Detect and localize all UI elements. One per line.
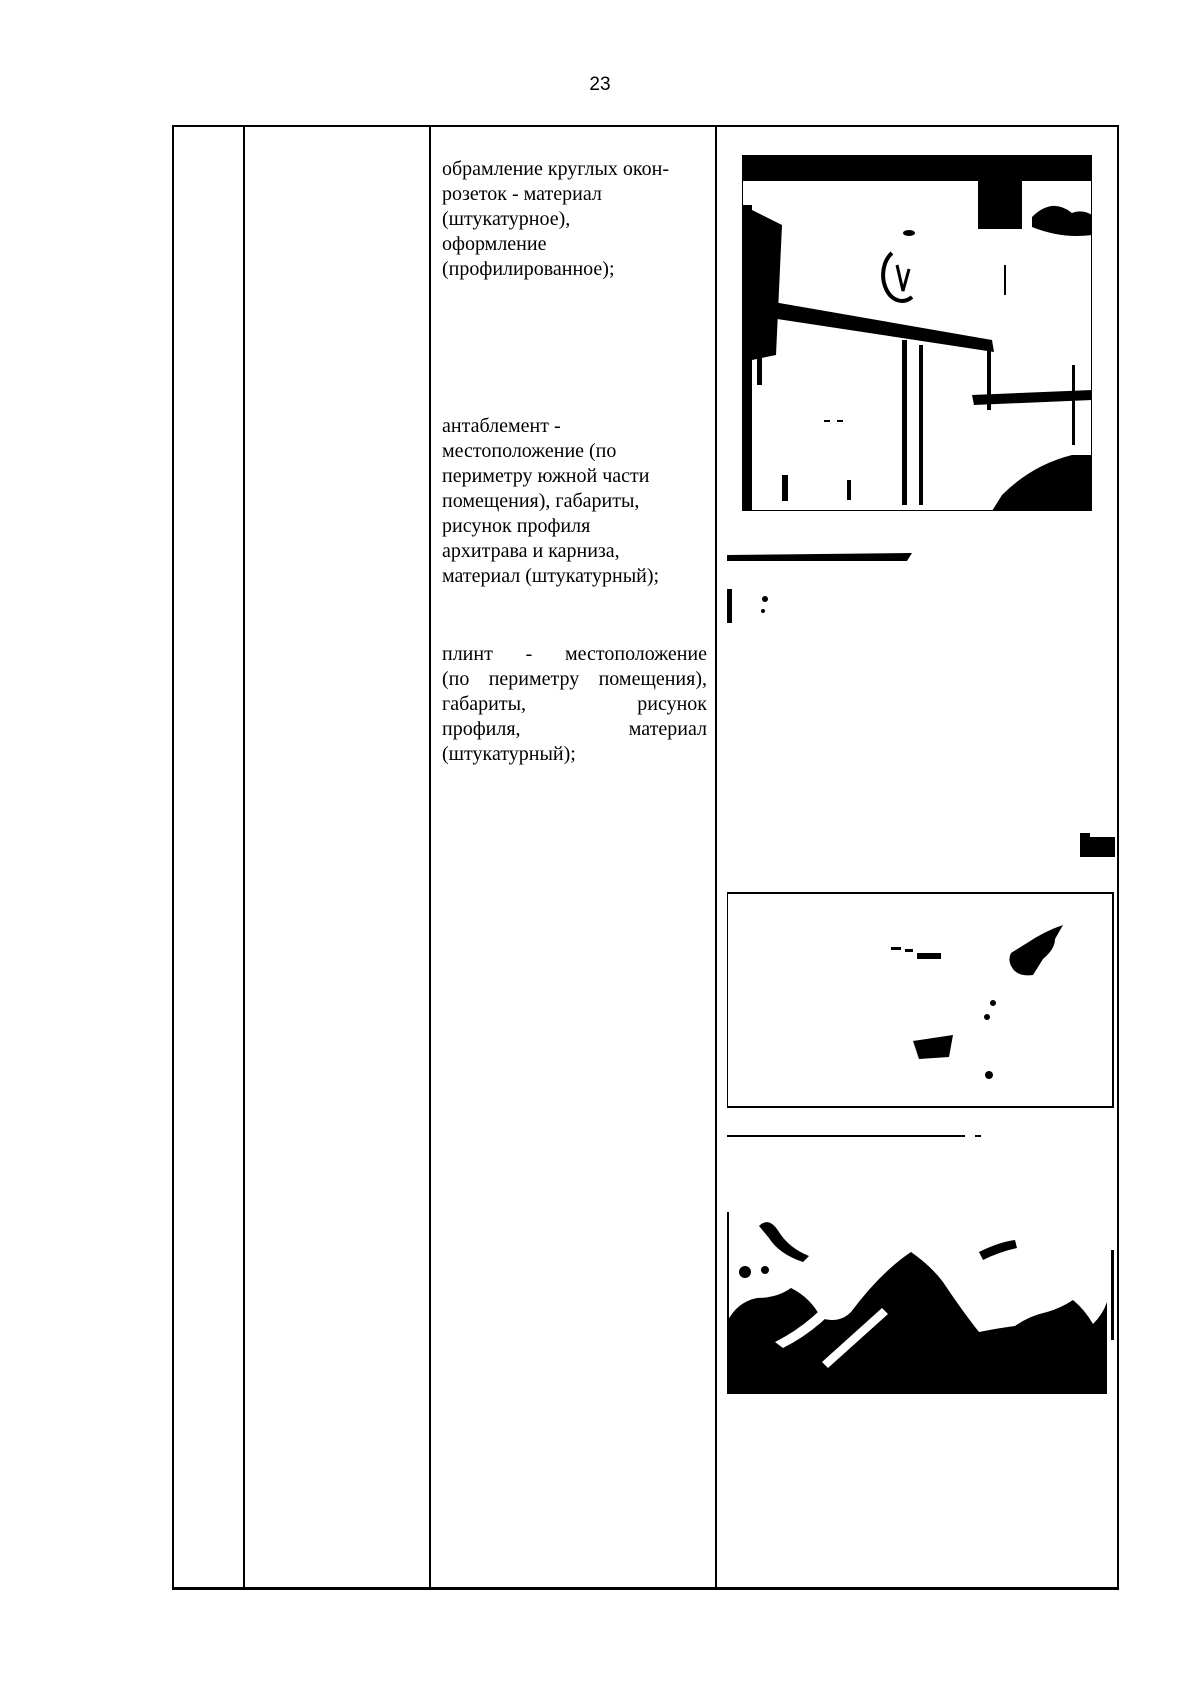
interior-photo-window-rosette — [742, 155, 1092, 511]
text-line: обрамление круглых окон- — [442, 158, 669, 180]
page-number: 23 — [589, 74, 611, 95]
text-line: (штукатурное), — [442, 208, 571, 230]
text-line: архитрава и карниза, — [442, 540, 620, 562]
text-line: антаблемент - — [442, 415, 561, 437]
column-divider-2 — [429, 127, 431, 1587]
text-line: рисунок профиля — [442, 515, 591, 537]
text-line: (по периметру помещения), — [442, 668, 707, 690]
text-line: плинт - местоположение — [442, 643, 707, 665]
text-line: розеток - материал — [442, 183, 602, 205]
paragraph-window-rosettes — [442, 157, 712, 282]
text-line: периметру южной части — [442, 465, 650, 487]
text-line: местоположение (по — [442, 440, 617, 462]
interior-photo-plinth — [727, 1212, 1117, 1394]
column-divider-1 — [243, 127, 245, 1587]
text-line: габариты, рисунок — [442, 693, 707, 715]
text-line: материал (штукатурный); — [442, 565, 660, 587]
text-line: (штукатурный); — [442, 743, 576, 765]
text-line: профиля, материал — [442, 718, 707, 740]
text-line: (профилированное); — [442, 258, 615, 280]
interior-photo-entablature — [727, 547, 1117, 1167]
description-table — [172, 125, 1119, 1590]
text-line: помещения), габариты, — [442, 490, 640, 512]
paragraph-plinth — [442, 642, 707, 767]
paragraph-entablature — [442, 414, 712, 589]
text-line: оформление — [442, 233, 547, 255]
column-divider-3 — [715, 127, 717, 1587]
